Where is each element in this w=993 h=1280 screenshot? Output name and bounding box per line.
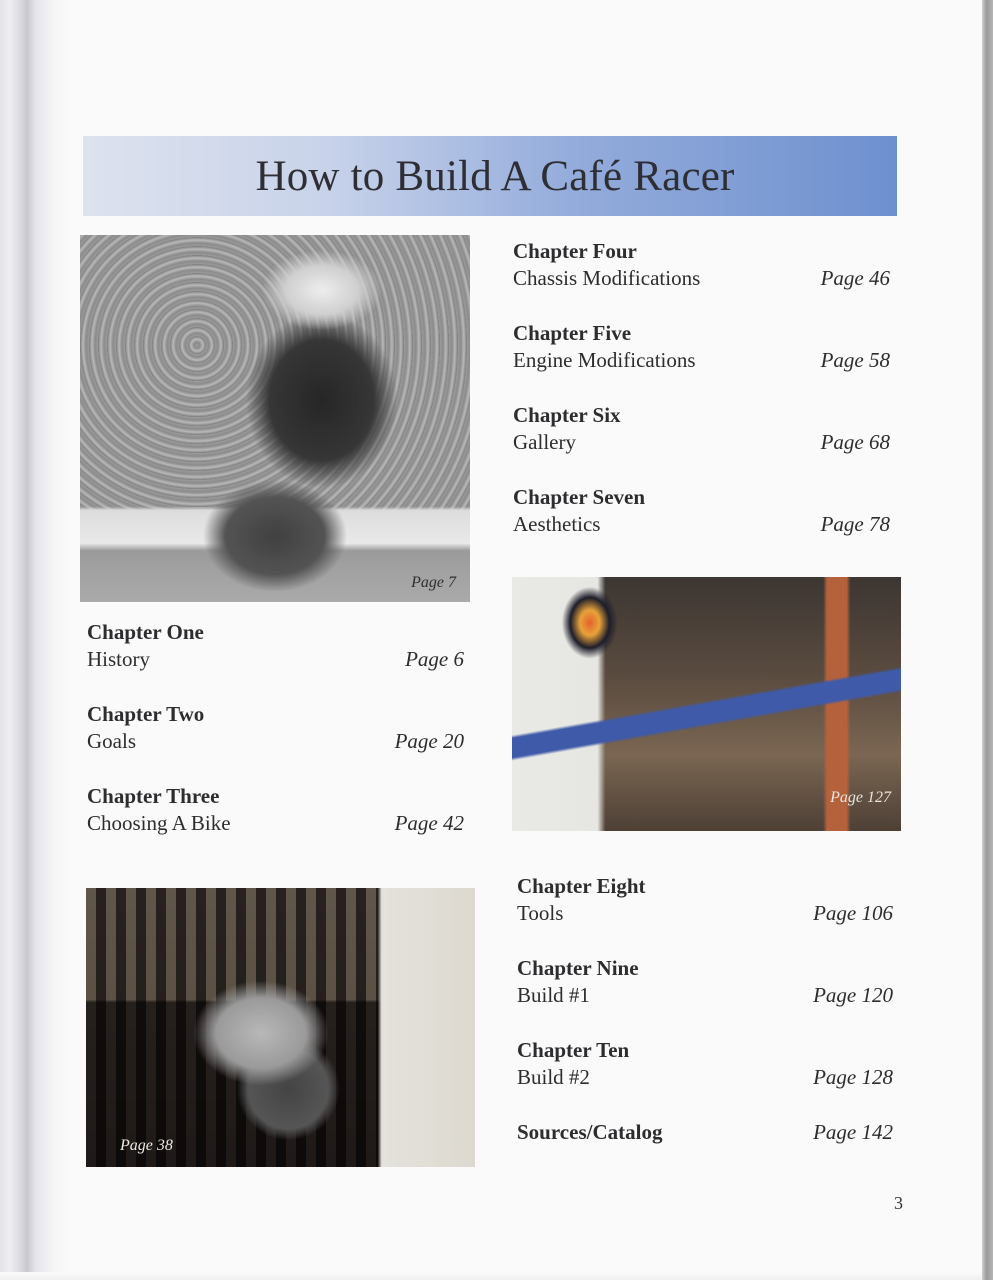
toc-entry-chapter-five xyxy=(513,320,890,374)
toc-entry-chapter-ten xyxy=(517,1037,893,1091)
chapter-label: Chapter Four xyxy=(513,239,637,263)
photo-frame xyxy=(86,888,475,1167)
chapter-label: Chapter Six xyxy=(513,403,621,427)
photo-welding xyxy=(512,577,901,831)
chapter-name: Choosing A Bike xyxy=(87,811,231,835)
toc-entry-chapter-three xyxy=(87,783,464,837)
page-number: 3 xyxy=(894,1193,903,1213)
chapter-page: Page 78 xyxy=(820,512,890,536)
page-bottom-edge xyxy=(0,1272,982,1280)
chapter-label: Chapter Two xyxy=(87,702,205,726)
toc-entry-sources-catalog xyxy=(517,1119,893,1146)
toc-entry-chapter-seven xyxy=(513,484,890,538)
chapter-name: Tools xyxy=(517,901,564,925)
chapter-name: Build #2 xyxy=(517,1065,590,1089)
chapter-page: Page 58 xyxy=(820,348,890,372)
chapter-page: Page 68 xyxy=(820,430,890,454)
chapter-name: History xyxy=(87,647,150,671)
photo-rider xyxy=(80,235,470,602)
toc-entry-chapter-four xyxy=(513,238,890,292)
page-title: How to Build A Café Racer xyxy=(255,152,735,200)
chapter-name: Engine Modifications xyxy=(513,348,696,372)
page-edge xyxy=(982,0,993,1280)
toc-entry-chapter-one xyxy=(87,619,464,673)
chapter-name: Build #1 xyxy=(517,983,590,1007)
toc-entry-chapter-two xyxy=(87,701,464,755)
chapter-name: Aesthetics xyxy=(513,512,601,536)
chapter-page: Page 42 xyxy=(394,811,464,835)
title-banner xyxy=(83,136,897,216)
chapter-label: Chapter Eight xyxy=(517,874,646,898)
chapter-label: Chapter Nine xyxy=(517,956,639,980)
chapter-label: Chapter Three xyxy=(87,784,220,808)
toc-entry-chapter-eight xyxy=(517,873,893,927)
chapter-page: Page 46 xyxy=(820,266,890,290)
chapter-page: Page 120 xyxy=(813,983,893,1007)
chapter-label: Chapter One xyxy=(87,620,204,644)
chapter-page: Page 106 xyxy=(813,901,893,925)
photo-caption: Page 127 xyxy=(830,789,891,806)
chapter-name: Sources/Catalog xyxy=(517,1120,663,1144)
chapter-label: Chapter Five xyxy=(513,321,632,345)
toc-entry-chapter-six xyxy=(513,402,890,456)
chapter-name: Gallery xyxy=(513,430,576,454)
chapter-name: Goals xyxy=(87,729,136,753)
book-gutter-shadow xyxy=(0,0,70,1280)
chapter-name: Chassis Modifications xyxy=(513,266,701,290)
photo-caption: Page 7 xyxy=(411,574,456,591)
toc-entry-chapter-nine xyxy=(517,955,893,1009)
chapter-page: Page 6 xyxy=(405,647,464,671)
chapter-label: Chapter Ten xyxy=(517,1038,630,1062)
chapter-page: Page 20 xyxy=(394,729,464,753)
chapter-label: Chapter Seven xyxy=(513,485,646,509)
chapter-page: Page 142 xyxy=(813,1120,893,1144)
chapter-page: Page 128 xyxy=(813,1065,893,1089)
photo-caption: Page 38 xyxy=(120,1137,173,1154)
